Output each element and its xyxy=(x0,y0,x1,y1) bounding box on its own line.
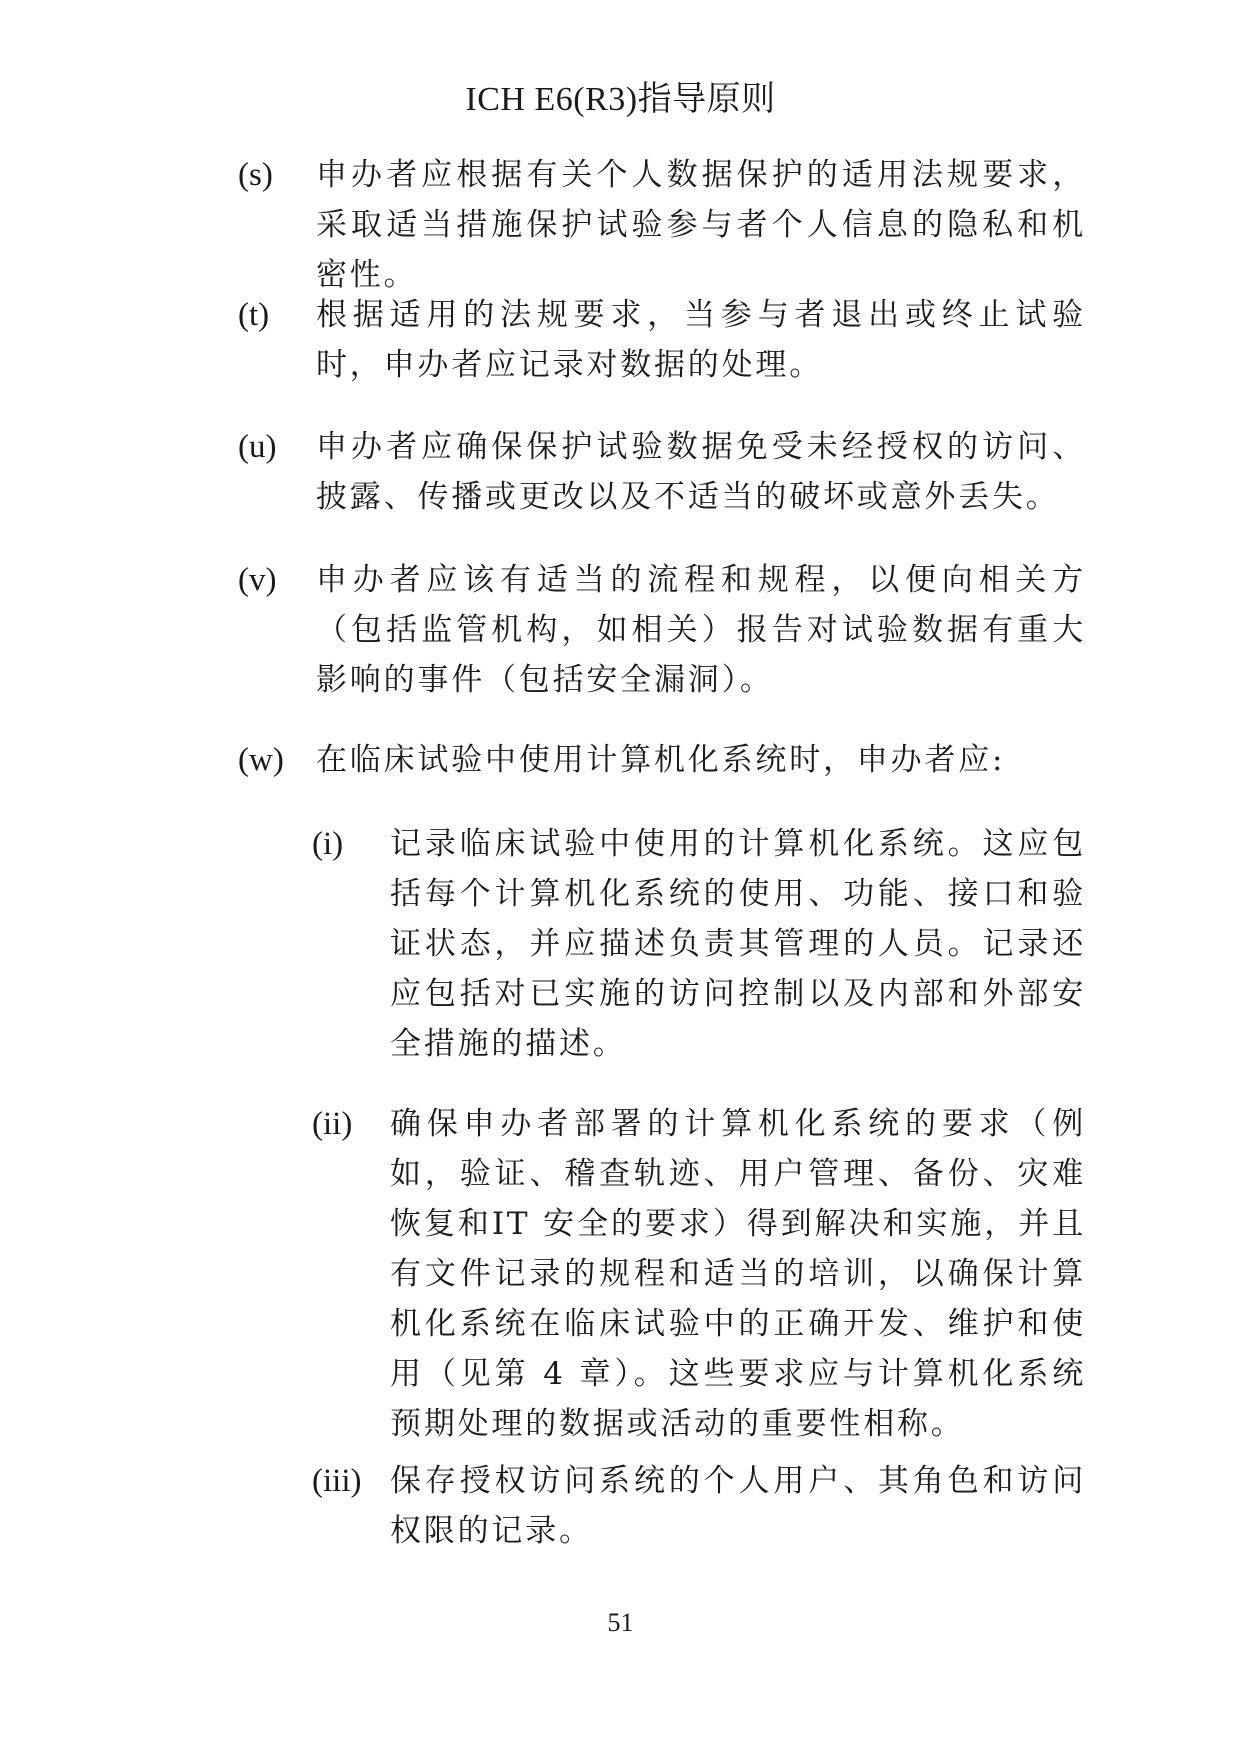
item-text: 在临床试验中使用计算机化系统时，申办者应: xyxy=(316,742,1006,778)
item-label: (v) xyxy=(238,562,277,598)
page-header-title: ICH E6(R3)指导原则 xyxy=(465,81,776,118)
list-item-u xyxy=(238,422,1086,522)
sub-item-label: (iii) xyxy=(312,1463,362,1499)
sub-item-label: (i) xyxy=(312,826,344,862)
sub-item-text: 确保申办者部署的计算机化系统的要求（例如，验证、稽查轨迹、用户管理、备份、灾难恢复和IT 安全的要求）得到解决和实施，并且有文件记录的规程和适当的培训，以确保计算机化系统在临床试验中的正确开发、维护和使用（见第 4 章）。这些要求应与计算机化系统预期处理的数据或活动的重要性相称。 xyxy=(390,1106,1086,1442)
item-text: 根据适用的法规要求，当参与者退出或终止试验时，申办者应记录对数据的处理。 xyxy=(316,297,1086,383)
item-text: 申办者应该有适当的流程和规程，以便向相关方（包括监管机构，如相关）报告对试验数据有重大影响的事件（包括安全漏洞）。 xyxy=(316,562,1086,698)
item-label: (t) xyxy=(238,297,270,333)
sub-list-item-iii xyxy=(312,1456,1086,1556)
item-label: (s) xyxy=(238,157,273,193)
list-item-s xyxy=(238,150,1086,300)
page-number: 51 xyxy=(607,1608,634,1637)
sub-item-text: 记录临床试验中使用的计算机化系统。这应包括每个计算机化系统的使用、功能、接口和验证状态，并应描述负责其管理的人员。记录还应包括对已实施的访问控制以及内部和外部安全措施的描述。 xyxy=(390,826,1086,1062)
item-text: 申办者应确保保护试验数据免受未经授权的访问、披露、传播或更改以及不适当的破坏或意外丢失。 xyxy=(316,429,1086,515)
item-text: 申办者应根据有关个人数据保护的适用法规要求，采取适当措施保护试验参与者个人信息的隐私和机密性。 xyxy=(316,157,1086,293)
list-item-t xyxy=(238,290,1086,390)
sub-item-text: 保存授权访问系统的个人用户、其角色和访问权限的记录。 xyxy=(390,1463,1086,1549)
item-label: (u) xyxy=(238,429,277,465)
item-label: (w) xyxy=(238,742,284,778)
sub-list-item-ii xyxy=(312,1099,1086,1449)
list-item-v xyxy=(238,555,1086,705)
sub-list-item-i xyxy=(312,819,1086,1069)
sub-item-label: (ii) xyxy=(312,1106,353,1142)
list-item-w xyxy=(238,735,1086,785)
